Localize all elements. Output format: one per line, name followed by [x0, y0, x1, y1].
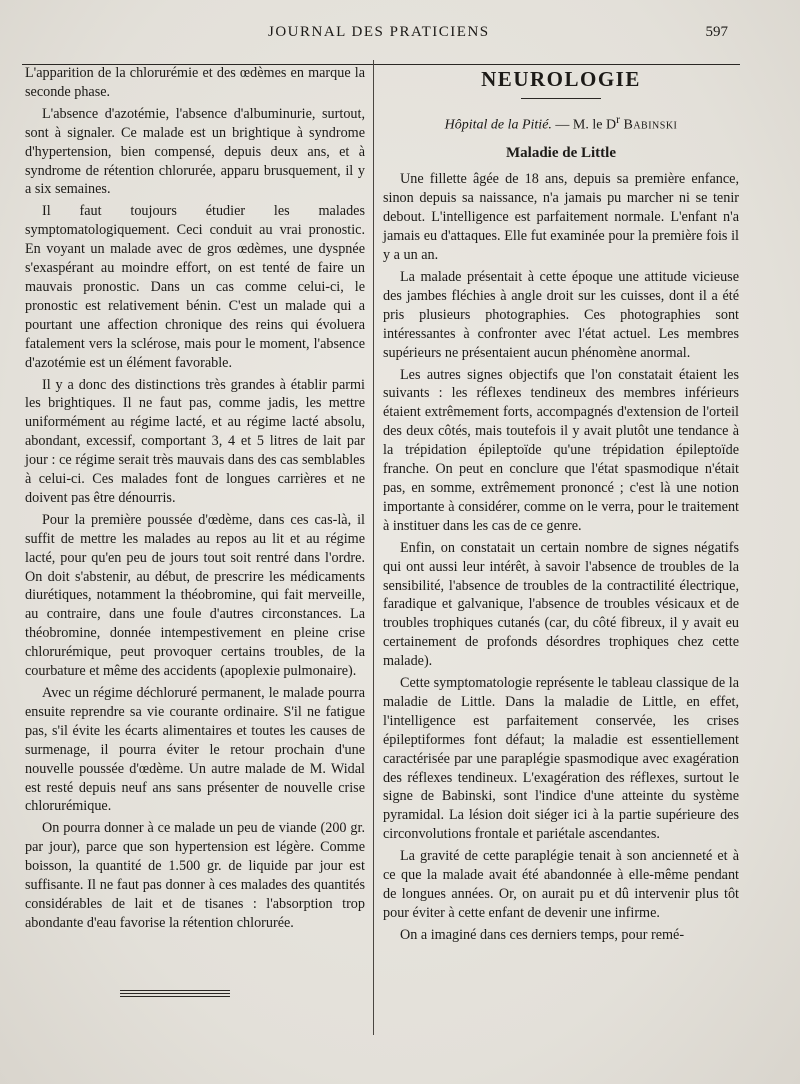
paragraph: On a imaginé dans ces derniers temps, pour remé-: [400, 926, 685, 943]
page-header: [0, 20, 800, 50]
section-rule: [521, 98, 601, 99]
byline-separator: — M. le D: [551, 117, 617, 133]
paragraph: Il y a donc des distinctions très grandes à établir parmi les brightiques. Il ne faut pas, comme jadis, les mettre uniformément au régime lacté, et au régime lacté absolu, abondant, excessif, comportant 3, 4 et 5 litres de lait par jour : ce régime serait très mauvais dans des cas semblables à celui-ci. Ces malades font de longues carrières et ne doivent pas être dénourris.: [25, 376, 365, 506]
paragraph: Une fillette âgée de 18 ans, depuis sa première enfance, sinon depuis sa naissance, n'a jamais pu marcher ni se tenir debout. L'intelligence est parfaitement normale. L'enfant n'a jamais eu d'attaques. Elle fut examinée pour la première fois il y a un an.: [383, 171, 739, 264]
paragraph: Il faut toujours étudier les malades symptomatologiquement. Ceci conduit au vrai pronostic. En voyant un malade avec de gros œdèmes, une dyspnée s'exaspérant au moindre effort, on est tenté de faire un mauvais pronostic. Dans un cas comme celui-ci, le pronostic est relativement bénin. C'est un malade qui a pourtant une affection chronique des reins qui évoluera fatalement vers la sclérose, mais pour le moment, l'absence d'azotémie est un élément favorable.: [25, 203, 365, 371]
paragraph: Cette symptomatologie représente le tableau classique de la maladie de Little. Dans la maladie de Little, en effet, l'intelligence est parfaitement conservée, les crises épileptiformes font défaut; la maladie est essentiellement caractérisée par une paraplégie spasmodique avec exagération des réflexes tendineux. L'exagération des réflexes, surtout le signe de Babinski, sont l'indice d'une atteinte du système pyramidal. La lésion doit siéger ici à la partie supérieure des circonvolutions frontale et pariétale ascendantes.: [383, 675, 739, 843]
paragraph: L'absence d'azotémie, l'absence d'albuminurie, surtout, sont à signaler. Ce malade est un brightique à syndrome d'hypertension, bien compensé, depuis deux ans, et à syndrome de rétention chlorurée, apparu brusquement, il y a six semaines.: [25, 105, 365, 198]
column-divider: [373, 60, 374, 1035]
paragraph: On pourra donner à ce malade un peu de viande (200 gr. par jour), parce que son hypertension est légère. Comme boisson, la quantité de 1.500 gr. de liquide par jour est suffisante. Il ne faut pas donner à ces malades des quantités considérables de lait et de tisanes : l'absorption trop abondante d'eau favorise la rétention chlorurée.: [25, 820, 365, 931]
journal-title: JOURNAL DES PRATICIENS: [268, 24, 490, 40]
paragraph: La malade présentait à cette époque une attitude vicieuse des jambes fléchies à angle droit sur les cuisses, dont il a été pris plusieurs photographies. Ces photographies sont intéressantes à confronter avec l'état actuel. Les membres supérieurs ne présentaient aucun phénomène anormal.: [383, 269, 739, 361]
paragraph: La gravité de cette paraplégie tenait à son ancienneté et à ce que la malade avait été abandonnée à elle-même pendant de longues années. Or, on aurait pu et dû intervenir plus tôt pour éviter à cette enfant de devenir une infirme.: [383, 848, 739, 921]
doctor-superscript: r: [616, 113, 620, 126]
left-column: [25, 64, 365, 936]
doctor-name: Babinski: [623, 117, 678, 133]
article-title: Maladie de Little: [506, 144, 616, 161]
section-title: NEUROLOGIE: [481, 67, 641, 91]
hospital-place: Hôpital de la Pitié.: [444, 117, 552, 133]
hospital-byline: [383, 111, 739, 136]
paragraph: L'apparition de la chlorurémie et des œdèmes en marque la seconde phase.: [25, 65, 365, 100]
right-column: [383, 64, 739, 948]
paragraph: Les autres signes objectifs que l'on constatait étaient les suivants : les réflexes tendineux des membres inférieurs étaient extrêmement forts, accompagnés d'extension de l'orteil des deux côtés, mais toutefois il y avait plutôt une tendance à la trépidation épileptoïde qu'une trépidation épileptoïde franche. On peut en conclure que l'état spasmodique n'était pas, en somme, extrêmement prononcé ; c'est là une notion importante à considérer, comme on le verra, pour le traitement à instituer dans les cas de ce genre.: [383, 366, 739, 534]
paragraph: Avec un régime déchloruré permanent, le malade pourra ensuite reprendre sa vie courante ordinaire. S'il ne fatigue pas, s'il évite les écarts alimentaires et toutes les causes de surmenage, il pourra éviter le retour prochain d'une nouvelle poussée d'œdème. Un autre malade de M. Widal est resté depuis neuf ans sans présenter de nouvelle crise chlorurémique.: [25, 685, 365, 815]
end-of-article-rule: [120, 990, 230, 999]
paragraph: Enfin, on constatait un certain nombre de signes négatifs qui ont aussi leur intérêt, à savoir l'absence de troubles de la sensibilité, l'absence de troubles de la contractilité électrique, faradique et galvanique, l'absence de troubles vésicaux et de troubles trophiques cutanés (car, du côté fibreux, il y avait eu certainement de profonds désordres trophiques chez cette malade).: [383, 539, 739, 670]
paragraph: Pour la première poussée d'œdème, dans ces cas-là, il suffit de mettre les malades au repos au lit et au régime lacté, pour qu'en peu de jours tout soit rentré dans l'ordre. On doit s'abstenir, au début, de prescrire les médicaments diurétiques, notamment la théobromine, qui fait merveille, au contraire, dans une foule d'autres circonstances. La théobromine, donnée intempestivement en pleine crise chlorurémique, peut provoquer certains troubles, de la courbature et même des accidents (apoplexie pulmonaire).: [25, 511, 365, 680]
page-number: 597: [705, 24, 728, 40]
